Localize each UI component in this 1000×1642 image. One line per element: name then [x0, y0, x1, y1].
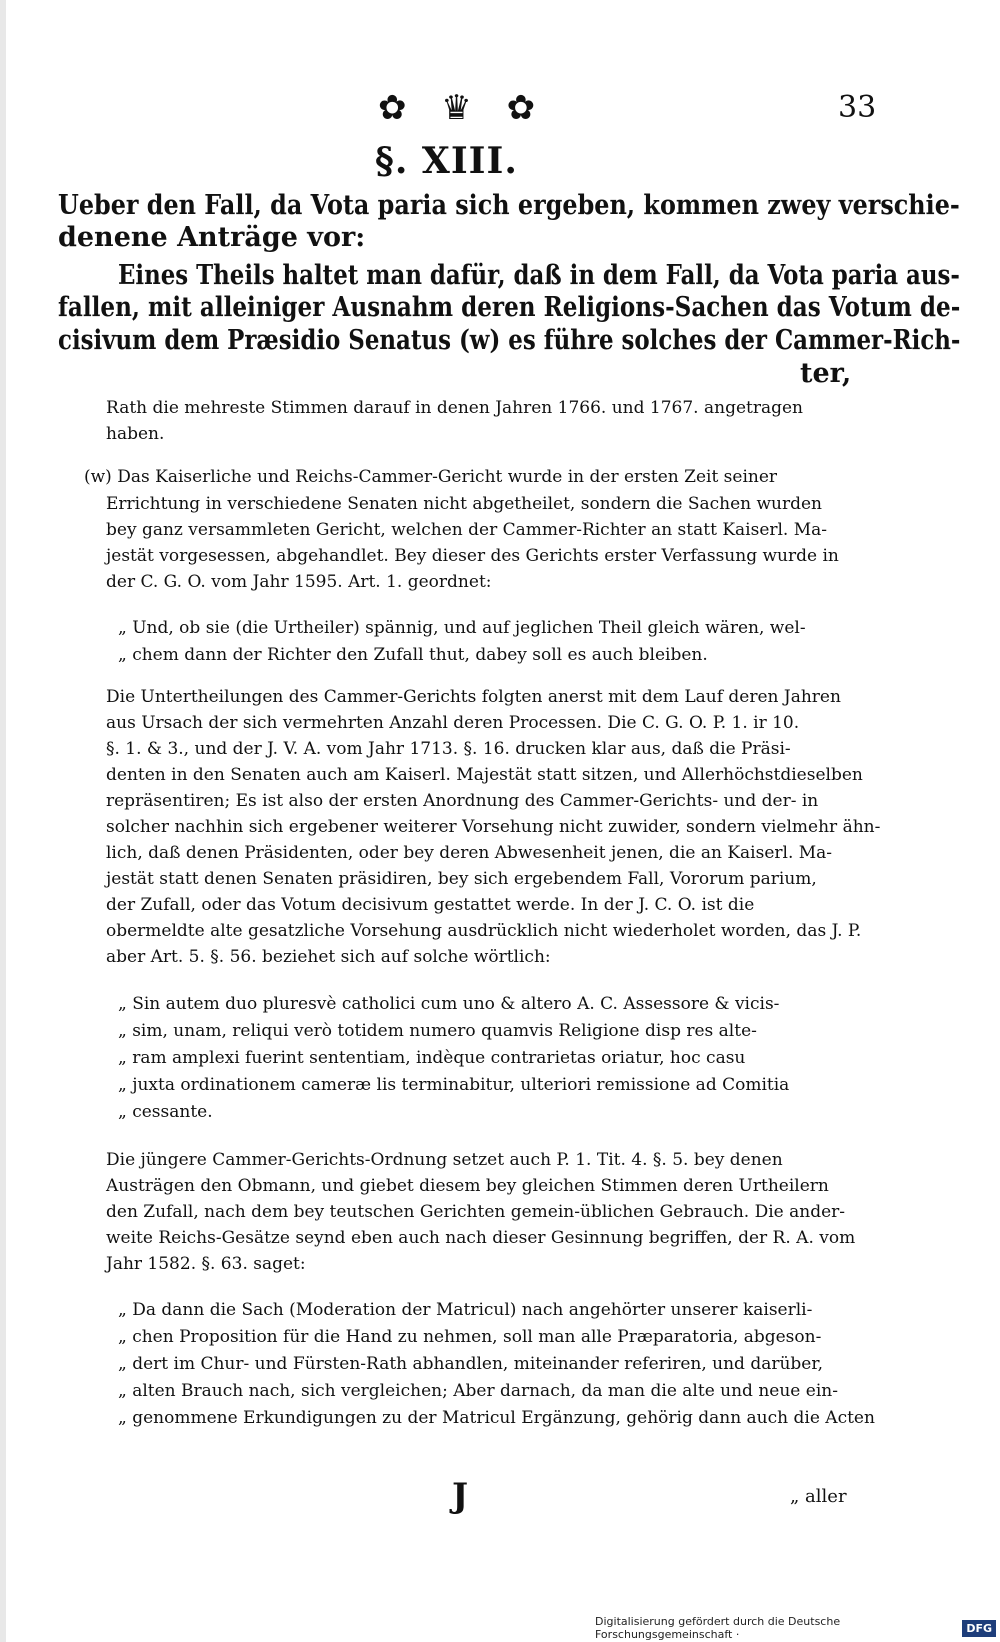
para3-line-4: weite Reichs-Gesätze seynd eben auch nach dieser Gesinnung begriffen, der R. A. vom [106, 1228, 856, 1248]
continuation-line-1: Rath die mehreste Stimmen darauf in denen Jahren 1766. und 1767. angetragen [106, 398, 803, 418]
para2-line-4: denten in den Senaten auch am Kaiserl. Majestät statt sitzen, und Allerhöchstdieselben [106, 765, 863, 785]
quote3-line-4: „ alten Brauch nach, sich vergleichen; Aber darnach, da man die alte und neue ein- [118, 1381, 838, 1401]
para2-line-5: repräsentiren; Es ist also der ersten Anordnung des Cammer-Gerichts- und der- in [106, 791, 819, 811]
continuation-line-2: haben. [106, 424, 165, 444]
dfg-logo: DFG [962, 1620, 996, 1637]
quote3-line-2: „ chen Proposition für die Hand zu nehmen, soll man alle Præparatoria, abgeson- [118, 1327, 822, 1347]
signature-mark: J [452, 1476, 469, 1516]
main-line-1: Ueber den Fall, da Vota paria sich ergeben, kommen zwey verschie- [58, 190, 960, 221]
para2-line-9: der Zufall, oder das Votum decisivum gestattet werde. In der J. C. O. ist die [106, 895, 755, 915]
para2-line-6: solcher nachhin sich ergebener weiterer Vorsehung nicht zuwider, sondern vielmehr ähn- [106, 817, 881, 837]
quote3-line-5: „ genommene Erkundigungen zu der Matricul Ergänzung, gehörig dann auch die Acten [118, 1408, 875, 1428]
catchword: „ aller [790, 1486, 847, 1507]
para3-line-2: Austrägen den Obmann, und giebet diesem bey gleichen Stimmen deren Urtheilern [106, 1176, 829, 1196]
page-edge [0, 0, 6, 1642]
quote2-line-2: „ sim, unam, reliqui verò totidem numero quamvis Religione disp res alte- [118, 1021, 757, 1041]
footnote-line-4: jestät vorgesessen, abgehandlet. Bey dieser des Gerichts erster Verfassung wurde in [106, 546, 839, 566]
para3-line-3: den Zufall, nach dem bey teutschen Gerichten gemein-üblichen Gebrauch. Die ander- [106, 1202, 846, 1222]
para3-line-1: Die jüngere Cammer-Gerichts-Ordnung setzet auch P. 1. Tit. 4. §. 5. bey denen [106, 1150, 783, 1170]
quote2-line-4: „ juxta ordinationem cameræ lis terminabitur, ulteriori remissione ad Comitia [118, 1075, 790, 1095]
main-line-6: ter, [800, 358, 852, 389]
quote1-line-2: „ chem dann der Richter den Zufall thut, dabey soll es auch bleiben. [118, 645, 708, 665]
page-number: 33 [838, 90, 877, 125]
main-line-4: fallen, mit alleiniger Ausnahm deren Religions-Sachen das Votum de- [58, 292, 961, 323]
para3-line-5: Jahr 1582. §. 63. saget: [106, 1254, 306, 1274]
quote1-line-1: „ Und, ob sie (die Urtheiler) spännig, und auf jeglichen Theil gleich wären, wel- [118, 618, 806, 638]
section-heading: §. XIII. [375, 140, 518, 182]
quote3-line-3: „ dert im Chur- und Fürsten-Rath abhandlen, miteinander referiren, und darüber, [118, 1354, 824, 1374]
quote2-line-1: „ Sin autem duo pluresvè catholici cum uno & altero A. C. Assessore & vicis- [118, 994, 780, 1014]
para2-line-2: aus Ursach der sich vermehrten Anzahl deren Processen. Die C. G. O. P. 1. ir 10. [106, 713, 800, 733]
main-line-5: cisivum dem Præsidio Senatus (w) es führe solches der Cammer-Rich- [58, 325, 961, 356]
quote3-line-1: „ Da dann die Sach (Moderation der Matricul) nach angehörter unserer kaiserli- [118, 1300, 813, 1320]
main-line-2: denene Anträge vor: [58, 222, 366, 253]
footnote-line-5: der C. G. O. vom Jahr 1595. Art. 1. geordnet: [106, 572, 492, 592]
para2-line-10: obermeldte alte gesatzliche Vorsehung ausdrücklich nicht wiederholet worden, das J. P. [106, 921, 862, 941]
footer-text: Digitalisierung gefördert durch die Deutsche Forschungsgemeinschaft · [595, 1615, 841, 1641]
para2-line-1: Die Untertheilungen des Cammer-Gerichts folgten anerst mit dem Lauf deren Jahren [106, 687, 841, 707]
para2-line-7: lich, daß denen Präsidenten, oder bey deren Abwesenheit jenen, die an Kaiserl. Ma- [106, 843, 833, 863]
digitization-footer [595, 1614, 1000, 1642]
para2-line-8: jestät statt denen Senaten präsidiren, bey sich ergebendem Fall, Vororum parium, [106, 869, 817, 889]
footnote-line-3: bey ganz versammleten Gericht, welchen der Cammer-Richter an statt Kaiserl. Ma- [106, 520, 828, 540]
main-line-3: Eines Theils haltet man dafür, daß in dem Fall, da Vota paria aus- [118, 260, 960, 291]
footnote-line-2: Errichtung in verschiedene Senaten nicht abgetheilet, sondern die Sachen wurden [106, 494, 823, 514]
para2-line-3: §. 1. & 3., und der J. V. A. vom Jahr 1713. §. 16. drucken klar aus, daß die Präsi- [106, 739, 791, 759]
para2-line-11: aber Art. 5. §. 56. beziehet sich auf solche wörtlich: [106, 947, 551, 967]
quote2-line-3: „ ram amplexi fuerint sententiam, indèque contrarietas oriatur, hoc casu [118, 1048, 746, 1068]
header-ornament: ✿ ♛ ✿ [378, 88, 548, 128]
quote2-line-5: „ cessante. [118, 1102, 213, 1122]
footnote-line-1: (w) Das Kaiserliche und Reichs-Cammer-Gericht wurde in der ersten Zeit seiner [84, 467, 778, 487]
